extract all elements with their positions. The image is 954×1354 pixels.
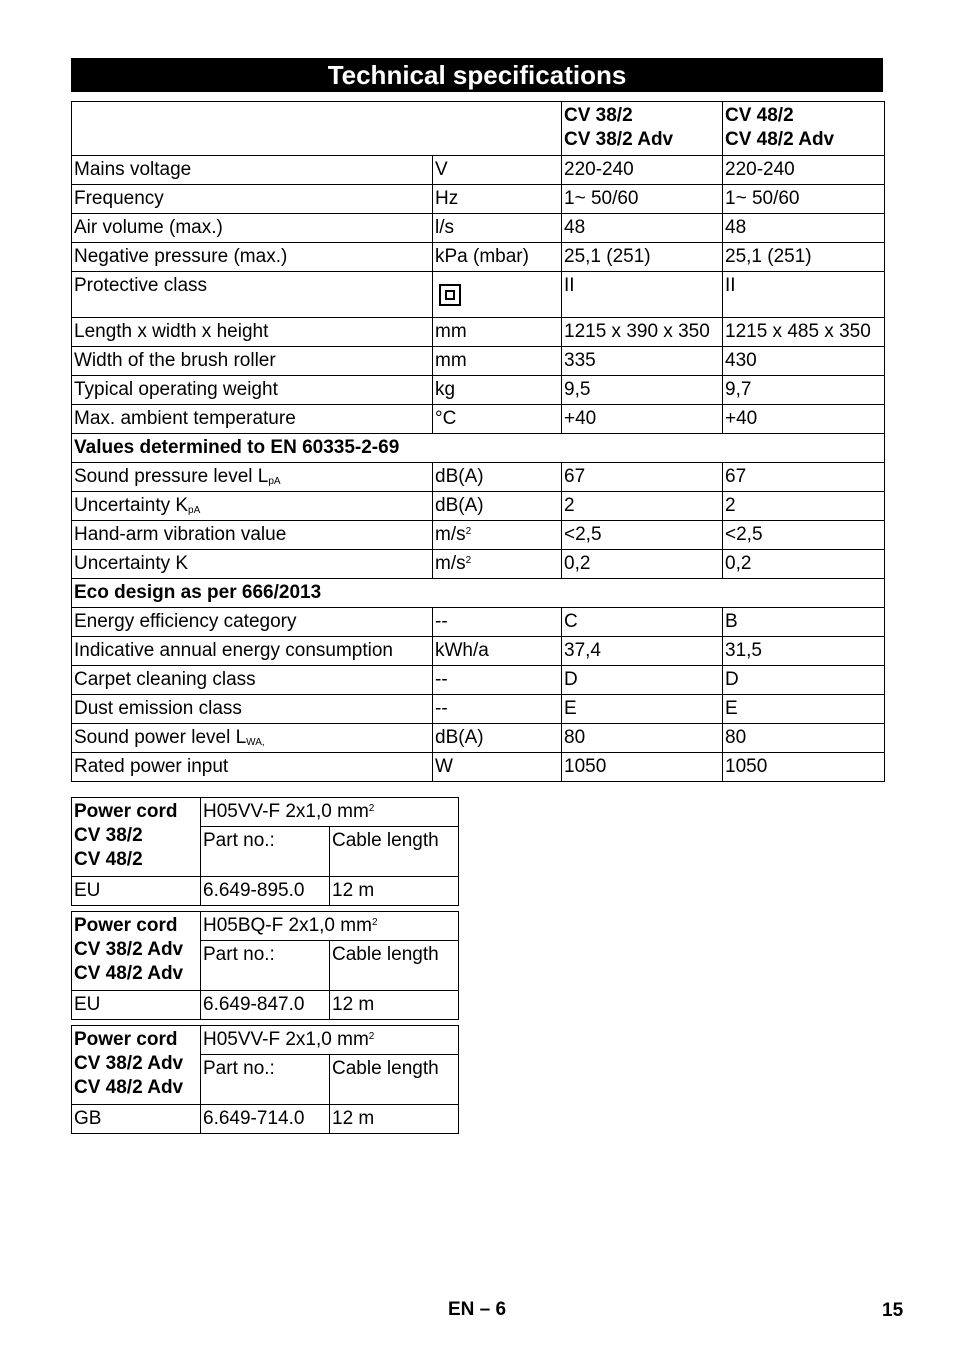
- cord-heading: [72, 912, 201, 991]
- model-col-2-header: [723, 102, 885, 156]
- model-name: CV 48/2 Adv: [725, 129, 835, 150]
- cord-heading-line: CV 48/2 Adv: [74, 963, 184, 984]
- region-cell: EU: [72, 991, 201, 1020]
- row-value: II: [562, 272, 723, 318]
- row-label: [72, 492, 433, 521]
- row-unit: dB(A): [433, 492, 562, 521]
- row-value: 67: [562, 463, 723, 492]
- row-unit: [433, 521, 562, 550]
- cord-type-text: H05VV-F 2x1,0 mm: [203, 801, 369, 822]
- part-no-value: 6.649-847.0: [201, 991, 330, 1020]
- row-label: Hand-arm vibration value: [72, 521, 433, 550]
- row-value: 31,5: [723, 637, 885, 666]
- row-value: +40: [723, 405, 885, 434]
- table-row: [72, 347, 885, 376]
- cable-length-label: Cable length: [330, 827, 459, 877]
- section-row: [72, 434, 885, 463]
- model-name: CV 48/2: [725, 105, 794, 126]
- table-row: [72, 608, 885, 637]
- row-label: Max. ambient temperature: [72, 405, 433, 434]
- row-label: Energy efficiency category: [72, 608, 433, 637]
- table-row: [72, 637, 885, 666]
- row-value: E: [723, 695, 885, 724]
- cable-length-value: 12 m: [330, 991, 459, 1020]
- cord-heading-line: CV 38/2 Adv: [74, 939, 184, 960]
- label-subscript: pA: [188, 505, 201, 516]
- row-unit: kPa (mbar): [433, 243, 562, 272]
- row-value: 335: [562, 347, 723, 376]
- cord-type: [201, 798, 459, 827]
- row-value: +40: [562, 405, 723, 434]
- unit-superscript: 2: [368, 1031, 375, 1042]
- power-cord-table: [71, 1025, 459, 1134]
- table-row: [72, 695, 885, 724]
- table-row: [72, 1105, 459, 1134]
- unit-superscript: 2: [371, 917, 378, 928]
- row-label: Carpet cleaning class: [72, 666, 433, 695]
- cord-heading-line: CV 38/2: [74, 825, 143, 846]
- section-heading: Values determined to EN 60335-2-69: [72, 434, 885, 463]
- model-col-1-header: [562, 102, 723, 156]
- row-unit: l/s: [433, 214, 562, 243]
- row-value: 48: [562, 214, 723, 243]
- protection-class-ii-icon: [439, 284, 461, 306]
- table-row: [72, 185, 885, 214]
- row-value: <2,5: [723, 521, 885, 550]
- cord-type-text: H05BQ-F 2x1,0 mm: [203, 915, 372, 936]
- row-value: 1~ 50/60: [562, 185, 723, 214]
- cord-heading-line: Power cord: [74, 915, 178, 936]
- row-value: 2: [723, 492, 885, 521]
- region-cell: EU: [72, 877, 201, 906]
- unit-superscript: 2: [465, 555, 472, 566]
- row-unit: --: [433, 695, 562, 724]
- row-value: 1215 x 390 x 350: [562, 318, 723, 347]
- section-row: [72, 579, 885, 608]
- row-unit: kg: [433, 376, 562, 405]
- cable-length-label: Cable length: [330, 941, 459, 991]
- part-no-label: Part no.:: [201, 941, 330, 991]
- row-label: Uncertainty K: [72, 550, 433, 579]
- cord-type-text: H05VV-F 2x1,0 mm: [203, 1029, 369, 1050]
- row-value: 25,1 (251): [723, 243, 885, 272]
- part-no-value: 6.649-895.0: [201, 877, 330, 906]
- row-unit: [433, 550, 562, 579]
- table-row: [72, 753, 885, 782]
- row-value: C: [562, 608, 723, 637]
- unit-superscript: 2: [465, 526, 472, 537]
- row-label: Air volume (max.): [72, 214, 433, 243]
- row-value: 80: [562, 724, 723, 753]
- model-name: CV 38/2: [564, 105, 633, 126]
- row-value: 430: [723, 347, 885, 376]
- section-heading: Eco design as per 666/2013: [72, 579, 885, 608]
- unit-superscript: 2: [368, 803, 375, 814]
- row-label: Protective class: [72, 272, 433, 318]
- row-label: [72, 463, 433, 492]
- row-value: <2,5: [562, 521, 723, 550]
- label-text: Uncertainty K: [74, 495, 189, 516]
- page-label: EN – 6: [448, 1299, 507, 1320]
- row-unit: mm: [433, 318, 562, 347]
- row-label: Width of the brush roller: [72, 347, 433, 376]
- cord-heading-line: Power cord: [74, 1029, 178, 1050]
- row-label: Rated power input: [72, 753, 433, 782]
- row-value: 67: [723, 463, 885, 492]
- table-row: [72, 912, 459, 941]
- row-unit: [433, 272, 562, 318]
- row-label: Dust emission class: [72, 695, 433, 724]
- row-value: D: [723, 666, 885, 695]
- row-label: Negative pressure (max.): [72, 243, 433, 272]
- row-value: 0,2: [723, 550, 885, 579]
- table-row: [72, 272, 885, 318]
- row-value: 220-240: [562, 156, 723, 185]
- model-name: CV 38/2 Adv: [564, 129, 674, 150]
- row-unit: --: [433, 666, 562, 695]
- row-value: 25,1 (251): [562, 243, 723, 272]
- row-value: D: [562, 666, 723, 695]
- unit-text: m/s: [435, 524, 466, 545]
- table-row: [72, 877, 459, 906]
- unit-text: m/s: [435, 553, 466, 574]
- row-unit: --: [433, 608, 562, 637]
- row-unit: W: [433, 753, 562, 782]
- table-row: [72, 991, 459, 1020]
- row-label: Typical operating weight: [72, 376, 433, 405]
- row-unit: Hz: [433, 185, 562, 214]
- row-value: 1050: [562, 753, 723, 782]
- table-row: [72, 318, 885, 347]
- table-row: [72, 214, 885, 243]
- row-unit: V: [433, 156, 562, 185]
- table-row: [72, 724, 885, 753]
- header-empty-cell: [72, 102, 562, 156]
- cord-type: [201, 912, 459, 941]
- spec-table: [71, 101, 885, 782]
- row-label: [72, 724, 433, 753]
- row-label: Length x width x height: [72, 318, 433, 347]
- cord-heading-line: CV 48/2 Adv: [74, 1077, 184, 1098]
- label-text: Sound pressure level L: [74, 466, 269, 487]
- part-no-label: Part no.:: [201, 827, 330, 877]
- row-unit: dB(A): [433, 724, 562, 753]
- part-no-value: 6.649-714.0: [201, 1105, 330, 1134]
- part-no-label: Part no.:: [201, 1055, 330, 1105]
- label-subscript: pA: [268, 476, 281, 487]
- row-value: 1050: [723, 753, 885, 782]
- row-value: 48: [723, 214, 885, 243]
- row-value: 0,2: [562, 550, 723, 579]
- page-number: 15: [882, 1300, 904, 1321]
- region-cell: GB: [72, 1105, 201, 1134]
- row-label: Indicative annual energy consumption: [72, 637, 433, 666]
- row-label: Frequency: [72, 185, 433, 214]
- table-row: [72, 666, 885, 695]
- table-row: [72, 798, 459, 827]
- row-unit: mm: [433, 347, 562, 376]
- page-title: Technical specifications: [71, 58, 883, 92]
- table-row: [72, 405, 885, 434]
- row-value: 80: [723, 724, 885, 753]
- cord-heading: [72, 1026, 201, 1105]
- row-value: 9,7: [723, 376, 885, 405]
- table-row: [72, 463, 885, 492]
- cord-heading-line: CV 48/2: [74, 849, 143, 870]
- row-value: 220-240: [723, 156, 885, 185]
- table-row: [72, 521, 885, 550]
- cord-heading-line: Power cord: [74, 801, 178, 822]
- cord-heading: [72, 798, 201, 877]
- table-row: [72, 156, 885, 185]
- row-value: 1~ 50/60: [723, 185, 885, 214]
- cable-length-value: 12 m: [330, 877, 459, 906]
- label-text: Sound power level L: [74, 727, 247, 748]
- cable-length-value: 12 m: [330, 1105, 459, 1134]
- cord-heading-line: CV 38/2 Adv: [74, 1053, 184, 1074]
- row-value: 9,5: [562, 376, 723, 405]
- power-cord-table: [71, 797, 459, 906]
- power-cord-table: [71, 911, 459, 1020]
- row-unit: dB(A): [433, 463, 562, 492]
- row-value: II: [723, 272, 885, 318]
- row-value: 37,4: [562, 637, 723, 666]
- table-row: [72, 243, 885, 272]
- table-row: [72, 492, 885, 521]
- table-row: [72, 1026, 459, 1055]
- row-value: 2: [562, 492, 723, 521]
- row-label: Mains voltage: [72, 156, 433, 185]
- row-unit: kWh/a: [433, 637, 562, 666]
- row-value: B: [723, 608, 885, 637]
- row-unit: °C: [433, 405, 562, 434]
- table-header-row: [72, 102, 885, 156]
- row-value: 1215 x 485 x 350: [723, 318, 885, 347]
- row-value: E: [562, 695, 723, 724]
- label-subscript: WA,: [246, 737, 265, 748]
- table-row: [72, 550, 885, 579]
- table-row: [72, 376, 885, 405]
- cable-length-label: Cable length: [330, 1055, 459, 1105]
- cord-type: [201, 1026, 459, 1055]
